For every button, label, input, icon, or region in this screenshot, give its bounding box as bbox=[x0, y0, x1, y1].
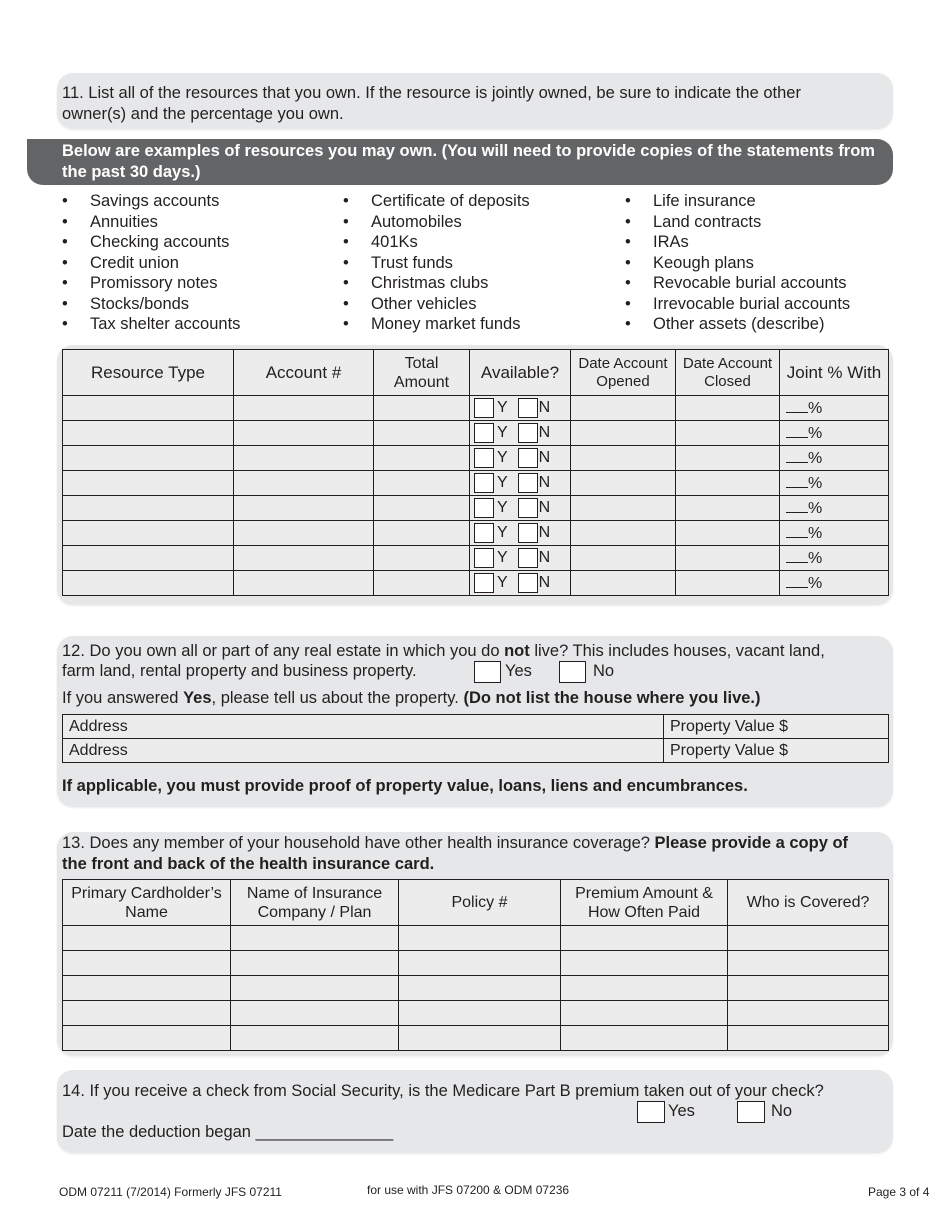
total-amount-cell[interactable] bbox=[374, 546, 470, 571]
date-closed-cell[interactable] bbox=[676, 421, 780, 446]
table-row bbox=[63, 471, 889, 496]
premium-cell[interactable] bbox=[561, 951, 728, 976]
available-yes-checkbox[interactable] bbox=[474, 398, 494, 418]
account-number-cell[interactable] bbox=[234, 496, 374, 521]
table-row bbox=[63, 715, 889, 739]
date-opened-cell[interactable] bbox=[571, 396, 676, 421]
list-item: • Irrevocable burial accounts bbox=[625, 294, 851, 313]
resource-type-cell[interactable] bbox=[63, 446, 234, 471]
date-opened-cell[interactable] bbox=[571, 496, 676, 521]
policy-number-cell[interactable] bbox=[399, 976, 561, 1001]
resource-type-cell[interactable] bbox=[63, 521, 234, 546]
date-opened-cell[interactable] bbox=[571, 471, 676, 496]
premium-cell[interactable] bbox=[561, 926, 728, 951]
deduction-date-field[interactable]: Date the deduction began _______________ bbox=[62, 1123, 394, 1141]
account-number-cell[interactable] bbox=[234, 396, 374, 421]
resource-type-cell[interactable] bbox=[63, 471, 234, 496]
available-no-checkbox[interactable] bbox=[518, 498, 538, 518]
list-item: • Credit union bbox=[62, 253, 179, 272]
list-item: • Checking accounts bbox=[62, 233, 230, 251]
percent-blank[interactable] bbox=[786, 498, 808, 513]
list-item: • Certificate of deposits bbox=[343, 192, 530, 210]
total-amount-cell[interactable] bbox=[374, 521, 470, 546]
list-item: • Life insurance bbox=[625, 192, 756, 210]
account-number-cell[interactable] bbox=[234, 521, 374, 546]
date-opened-cell[interactable] bbox=[571, 546, 676, 571]
header-joint-percent: Joint % With bbox=[780, 350, 889, 396]
available-yes-checkbox[interactable] bbox=[474, 548, 494, 568]
account-number-cell[interactable] bbox=[234, 421, 374, 446]
footer-form-id: ODM 07211 (7/2014) Formerly JFS 07211 bbox=[59, 1185, 282, 1199]
cardholder-cell[interactable] bbox=[63, 976, 231, 1001]
medicare-yes-checkbox[interactable] bbox=[637, 1101, 665, 1123]
available-cell: Y N bbox=[470, 446, 571, 471]
percent-blank[interactable] bbox=[786, 473, 808, 488]
table-row bbox=[63, 571, 889, 596]
header-available: Available? bbox=[470, 350, 571, 396]
policy-number-cell[interactable] bbox=[399, 1026, 561, 1051]
section-12-note: If applicable, you must provide proof of property value, loans, liens and encumbrances. bbox=[62, 777, 748, 795]
address-field[interactable]: Address bbox=[63, 715, 664, 739]
joint-percent-cell[interactable]: % bbox=[780, 496, 889, 521]
list-item: • Revocable burial accounts bbox=[625, 274, 847, 292]
table-row bbox=[63, 1001, 889, 1026]
table-row bbox=[63, 976, 889, 1001]
list-item: • Other assets (describe) bbox=[625, 315, 825, 333]
date-closed-cell[interactable] bbox=[676, 546, 780, 571]
table-row bbox=[63, 421, 889, 446]
section-13-question: 13. Does any member of your household have other health insurance coverage? Please provide a copy of the front and back of the health insurance card. bbox=[62, 834, 849, 873]
examples-list-col1 bbox=[62, 191, 240, 335]
list-item: • Annuities bbox=[62, 212, 158, 231]
policy-number-cell[interactable] bbox=[399, 1001, 561, 1026]
joint-percent-cell[interactable]: % bbox=[780, 546, 889, 571]
header-date-opened: Date Account Opened bbox=[571, 350, 676, 396]
section-12-question: 12. Do you own all or part of any real estate in which you do not live? This includes houses, vacant land, bbox=[62, 642, 825, 660]
header-primary-cardholder: Primary Cardholder’s Name bbox=[63, 880, 231, 926]
joint-percent-cell[interactable]: % bbox=[780, 521, 889, 546]
available-no-checkbox[interactable] bbox=[518, 573, 538, 593]
available-cell: Y N bbox=[470, 471, 571, 496]
available-cell: Y N bbox=[470, 571, 571, 596]
header-resource-type: Resource Type bbox=[63, 350, 234, 396]
footer-usage: for use with JFS 07200 & ODM 07236 bbox=[367, 1183, 570, 1197]
joint-percent-cell[interactable]: % bbox=[780, 396, 889, 421]
who-covered-cell[interactable] bbox=[728, 951, 889, 976]
percent-blank[interactable] bbox=[786, 523, 808, 538]
insurance-company-cell[interactable] bbox=[231, 1026, 399, 1051]
available-no-checkbox[interactable] bbox=[518, 398, 538, 418]
section-12-followup: If you answered Yes, please tell us about the property. (Do not list the house where you live.) bbox=[62, 689, 761, 707]
who-covered-cell[interactable] bbox=[728, 1026, 889, 1051]
available-no-checkbox[interactable] bbox=[518, 473, 538, 493]
total-amount-cell[interactable] bbox=[374, 496, 470, 521]
list-item: • Other vehicles bbox=[343, 294, 477, 313]
available-yes-checkbox[interactable] bbox=[474, 498, 494, 518]
premium-cell[interactable] bbox=[561, 1001, 728, 1026]
date-opened-cell[interactable] bbox=[571, 571, 676, 596]
section-11-question: 11. List all of the resources that you own. If the resource is jointly owned, be sure to indicate the other owner(s) and the percentage you own. bbox=[62, 84, 801, 123]
percent-blank[interactable] bbox=[786, 573, 808, 588]
property-value-field[interactable]: Property Value $ bbox=[664, 739, 889, 763]
available-cell: Y N bbox=[470, 521, 571, 546]
header-date-closed: Date Account Closed bbox=[676, 350, 780, 396]
available-no-checkbox[interactable] bbox=[518, 448, 538, 468]
date-closed-cell[interactable] bbox=[676, 396, 780, 421]
date-opened-cell[interactable] bbox=[571, 421, 676, 446]
date-closed-cell[interactable] bbox=[676, 571, 780, 596]
available-yes-checkbox[interactable] bbox=[474, 423, 494, 443]
percent-blank[interactable] bbox=[786, 448, 808, 463]
table-row bbox=[63, 396, 889, 421]
list-item: • Keough plans bbox=[625, 253, 754, 272]
insurance-table bbox=[62, 879, 889, 1051]
resource-examples-banner: Below are examples of resources you may own. (You will need to provide copies of the statements from the past 30 days.) bbox=[27, 139, 893, 185]
section-12-question-line2: farm land, rental property and business property. bbox=[62, 662, 417, 680]
available-yes-checkbox[interactable] bbox=[474, 448, 494, 468]
cardholder-cell[interactable] bbox=[63, 951, 231, 976]
list-item: • Christmas clubs bbox=[343, 274, 489, 292]
joint-percent-cell[interactable]: % bbox=[780, 571, 889, 596]
date-closed-cell[interactable] bbox=[676, 521, 780, 546]
available-cell: Y N bbox=[470, 546, 571, 571]
table-row bbox=[63, 546, 889, 571]
real-estate-no-checkbox[interactable] bbox=[559, 661, 586, 683]
table-row bbox=[63, 496, 889, 521]
header-who-covered: Who is Covered? bbox=[728, 880, 889, 926]
address-field[interactable]: Address bbox=[63, 739, 664, 763]
available-no-checkbox[interactable] bbox=[518, 548, 538, 568]
resource-type-cell[interactable] bbox=[63, 496, 234, 521]
who-covered-cell[interactable] bbox=[728, 926, 889, 951]
resource-type-cell[interactable] bbox=[63, 571, 234, 596]
medicare-no-checkbox[interactable] bbox=[737, 1101, 765, 1123]
joint-percent-cell[interactable]: % bbox=[780, 421, 889, 446]
list-item: • Trust funds bbox=[343, 253, 453, 272]
total-amount-cell[interactable] bbox=[374, 571, 470, 596]
list-item: • Stocks/bonds bbox=[62, 294, 190, 313]
cardholder-cell[interactable] bbox=[63, 926, 231, 951]
table-row bbox=[63, 951, 889, 976]
real-estate-yes-label: Yes bbox=[505, 662, 532, 680]
list-item: • Land contracts bbox=[625, 212, 762, 231]
header-insurance-company: Name of Insurance Company / Plan bbox=[231, 880, 399, 926]
joint-percent-cell[interactable]: % bbox=[780, 446, 889, 471]
premium-cell[interactable] bbox=[561, 976, 728, 1001]
percent-blank[interactable] bbox=[786, 423, 808, 438]
date-closed-cell[interactable] bbox=[676, 446, 780, 471]
header-premium-amount: Premium Amount & How Often Paid bbox=[561, 880, 728, 926]
real-estate-no-label: No bbox=[593, 662, 615, 680]
available-cell: Y N bbox=[470, 421, 571, 446]
resources-table bbox=[62, 349, 889, 596]
available-cell: Y N bbox=[470, 496, 571, 521]
list-item: • Promissory notes bbox=[62, 274, 218, 292]
date-closed-cell[interactable] bbox=[676, 496, 780, 521]
percent-blank[interactable] bbox=[786, 398, 808, 413]
resource-type-cell[interactable] bbox=[63, 421, 234, 446]
insurance-company-cell[interactable] bbox=[231, 1001, 399, 1026]
available-yes-checkbox[interactable] bbox=[474, 523, 494, 543]
account-number-cell[interactable] bbox=[234, 546, 374, 571]
cardholder-cell[interactable] bbox=[63, 1001, 231, 1026]
header-total-amount: Total Amount bbox=[374, 350, 470, 396]
who-covered-cell[interactable] bbox=[728, 976, 889, 1001]
available-yes-checkbox[interactable] bbox=[474, 573, 494, 593]
resource-type-cell[interactable] bbox=[63, 396, 234, 421]
joint-percent-cell[interactable]: % bbox=[780, 471, 889, 496]
account-number-cell[interactable] bbox=[234, 471, 374, 496]
footer-page-number: Page 3 of 4 bbox=[868, 1185, 930, 1199]
examples-list-col2 bbox=[343, 191, 530, 335]
real-estate-yes-checkbox[interactable] bbox=[474, 661, 501, 683]
account-number-cell[interactable] bbox=[234, 446, 374, 471]
total-amount-cell[interactable] bbox=[374, 421, 470, 446]
who-covered-cell[interactable] bbox=[728, 1001, 889, 1026]
insurance-company-cell[interactable] bbox=[231, 951, 399, 976]
table-row bbox=[63, 521, 889, 546]
table-row bbox=[63, 739, 889, 763]
total-amount-cell[interactable] bbox=[374, 396, 470, 421]
property-table bbox=[62, 714, 889, 763]
cardholder-cell[interactable] bbox=[63, 1026, 231, 1051]
premium-cell[interactable] bbox=[561, 1026, 728, 1051]
total-amount-cell[interactable] bbox=[374, 471, 470, 496]
available-no-checkbox[interactable] bbox=[518, 523, 538, 543]
total-amount-cell[interactable] bbox=[374, 446, 470, 471]
header-account-number: Account # bbox=[234, 350, 374, 396]
list-item: • Savings accounts bbox=[62, 192, 220, 210]
available-no-checkbox[interactable] bbox=[518, 423, 538, 443]
list-item: • Money market funds bbox=[343, 315, 521, 333]
policy-number-cell[interactable] bbox=[399, 951, 561, 976]
date-closed-cell[interactable] bbox=[676, 471, 780, 496]
section-14-question: 14. If you receive a check from Social Security, is the Medicare Part B premium taken out of your check? bbox=[62, 1082, 824, 1100]
date-opened-cell[interactable] bbox=[571, 521, 676, 546]
examples-list-col3 bbox=[625, 191, 850, 335]
table-row bbox=[63, 926, 889, 951]
list-item: • Automobiles bbox=[343, 212, 462, 231]
medicare-yes-label: Yes bbox=[668, 1102, 695, 1120]
insurance-company-cell[interactable] bbox=[231, 976, 399, 1001]
list-item: • IRAs bbox=[625, 233, 689, 251]
medicare-no-label: No bbox=[771, 1102, 793, 1120]
available-yes-checkbox[interactable] bbox=[474, 473, 494, 493]
list-item: • Tax shelter accounts bbox=[62, 315, 241, 333]
date-opened-cell[interactable] bbox=[571, 446, 676, 471]
account-number-cell[interactable] bbox=[234, 571, 374, 596]
insurance-company-cell[interactable] bbox=[231, 926, 399, 951]
header-policy-number: Policy # bbox=[399, 880, 561, 926]
resource-type-cell[interactable] bbox=[63, 546, 234, 571]
table-row bbox=[63, 446, 889, 471]
available-cell: Y N bbox=[470, 396, 571, 421]
list-item: • 401Ks bbox=[343, 233, 418, 251]
percent-blank[interactable] bbox=[786, 548, 808, 563]
property-value-field[interactable]: Property Value $ bbox=[664, 715, 889, 739]
table-row bbox=[63, 1026, 889, 1051]
policy-number-cell[interactable] bbox=[399, 926, 561, 951]
